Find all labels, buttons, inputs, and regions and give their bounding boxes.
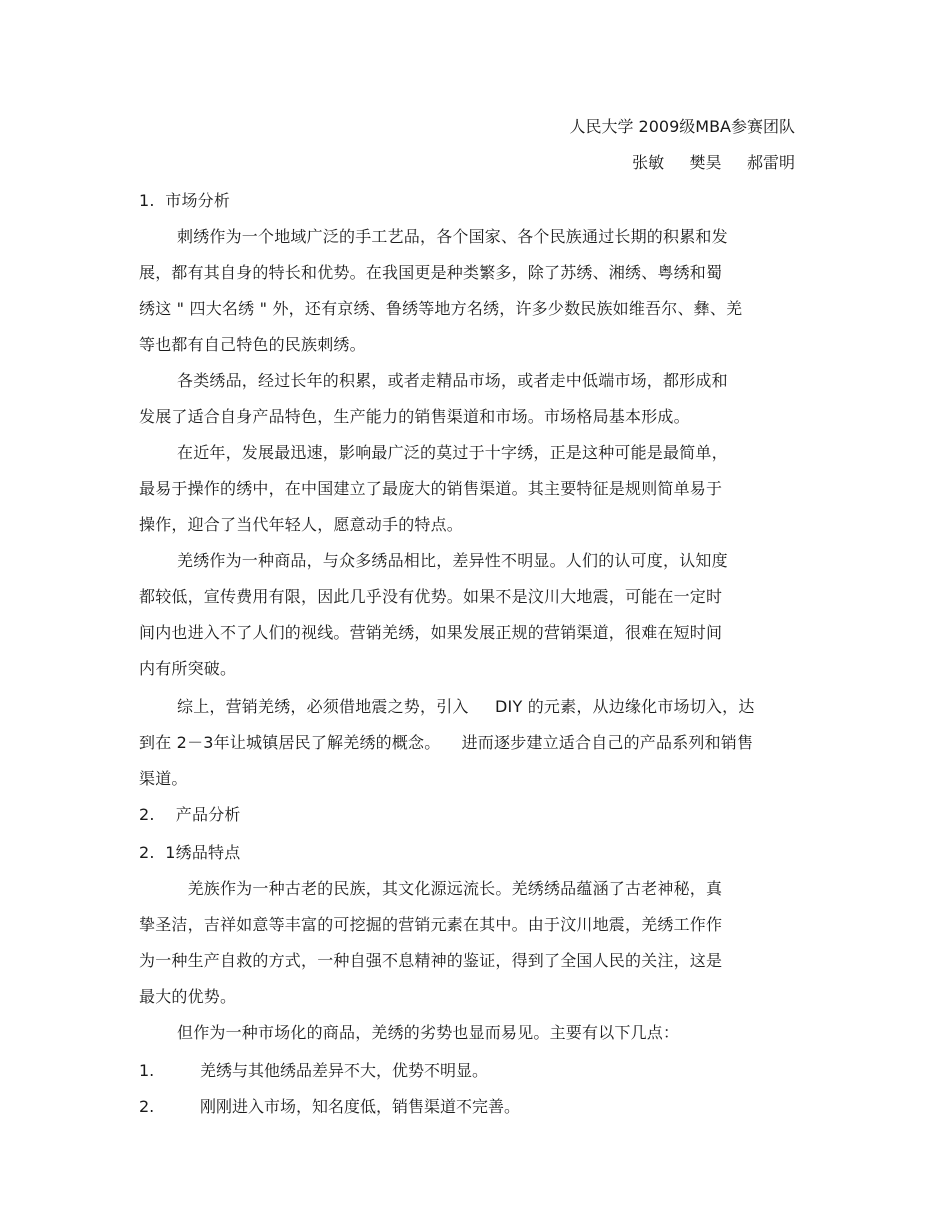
paragraph-line: 刺绣作为一个地域广泛的手工艺品，各个国家、各个民族通过长期的积累和发 bbox=[177, 227, 728, 246]
list-item-text: 刚刚进入市场，知名度低，销售渠道不完善。 bbox=[200, 1097, 521, 1116]
paragraph-line: 综上，营销羌绣，必须借地震之势，引入 DIY 的元素，从边缘化市场切入，达 bbox=[177, 697, 755, 716]
paragraph-line: 羌族作为一种古老的民族，其文化源远流长。羌绣绣品蕴涵了古老神秘，真 bbox=[177, 879, 723, 898]
list-item-text: 羌绣与其他绣品差异不大，优势不明显。 bbox=[200, 1061, 489, 1080]
paragraph-line: 展，都有其自身的特长和优势。在我国更是种类繁多，除了苏绣、湘绣、粤绣和蜀 bbox=[139, 263, 723, 282]
section-heading-product: 2. 产品分析 bbox=[139, 805, 241, 824]
paragraph-line: 各类绣品，经过长年的积累，或者走精品市场，或者走中低端市场，都形成和 bbox=[177, 371, 728, 390]
paragraph-line: 操作，迎合了当代年轻人，愿意动手的特点。 bbox=[139, 515, 464, 534]
paragraph-line: 最大的优势。 bbox=[139, 987, 237, 1006]
paragraph-line: 等也都有自己特色的民族刺绣。 bbox=[139, 335, 366, 354]
paragraph-line: 发展了适合自身产品特色，生产能力的销售渠道和市场。市场格局基本形成。 bbox=[139, 407, 690, 426]
list-item-number: 1. bbox=[139, 1061, 155, 1080]
paragraph-line: 渠道。 bbox=[139, 769, 188, 788]
paragraph-line: 最易于操作的绣中，在中国建立了最庞大的销售渠道。其主要特征是规则简单易于 bbox=[139, 479, 723, 498]
subsection-heading: 2. 1绣品特点 bbox=[139, 843, 241, 862]
paragraph-line: 挚圣洁，吉祥如意等丰富的可挖掘的营销元素在其中。由于汶川地震，羌绣工作作 bbox=[139, 915, 723, 934]
paragraph-line: 内有所突破。 bbox=[139, 659, 237, 678]
paragraph-line: 到在 2－3年让城镇居民了解羌绣的概念。 进而逐步建立适合自己的产品系列和销售 bbox=[139, 733, 754, 752]
list-item-number: 2. bbox=[139, 1097, 155, 1116]
paragraph-line: 都较低，宣传费用有限，因此几乎没有优势。如果不是汶川大地震，可能在一定时 bbox=[139, 587, 723, 606]
authors-line: 张敏 樊昊 郝雷明 bbox=[632, 153, 795, 172]
paragraph-line: 羌绣作为一种商品，与众多绣品相比，差异性不明显。人们的认可度，认知度 bbox=[177, 551, 728, 570]
paragraph-line: 绣这 " 四大名绣 " 外，还有京绣、鲁绣等地方名绣，许多少数民族如维吾尔、彝、羌 bbox=[139, 299, 743, 318]
paragraph-line: 间内也进入不了人们的视线。营销羌绣，如果发展正规的营销渠道，很难在短时间 bbox=[139, 623, 723, 642]
section-heading-market: 1. 市场分析 bbox=[139, 191, 231, 210]
paragraph-line: 但作为一种市场化的商品，羌绣的劣势也显而易见。主要有以下几点： bbox=[177, 1023, 680, 1042]
team-line: 人民大学 2009级MBA参赛团队 bbox=[569, 117, 795, 136]
paragraph-line: 为一种生产自救的方式，一种自强不息精神的鉴证，得到了全国人民的关注，这是 bbox=[139, 951, 723, 970]
paragraph-line: 在近年，发展最迅速，影响最广泛的莫过于十字绣，正是这种可能是最简单， bbox=[177, 443, 728, 462]
